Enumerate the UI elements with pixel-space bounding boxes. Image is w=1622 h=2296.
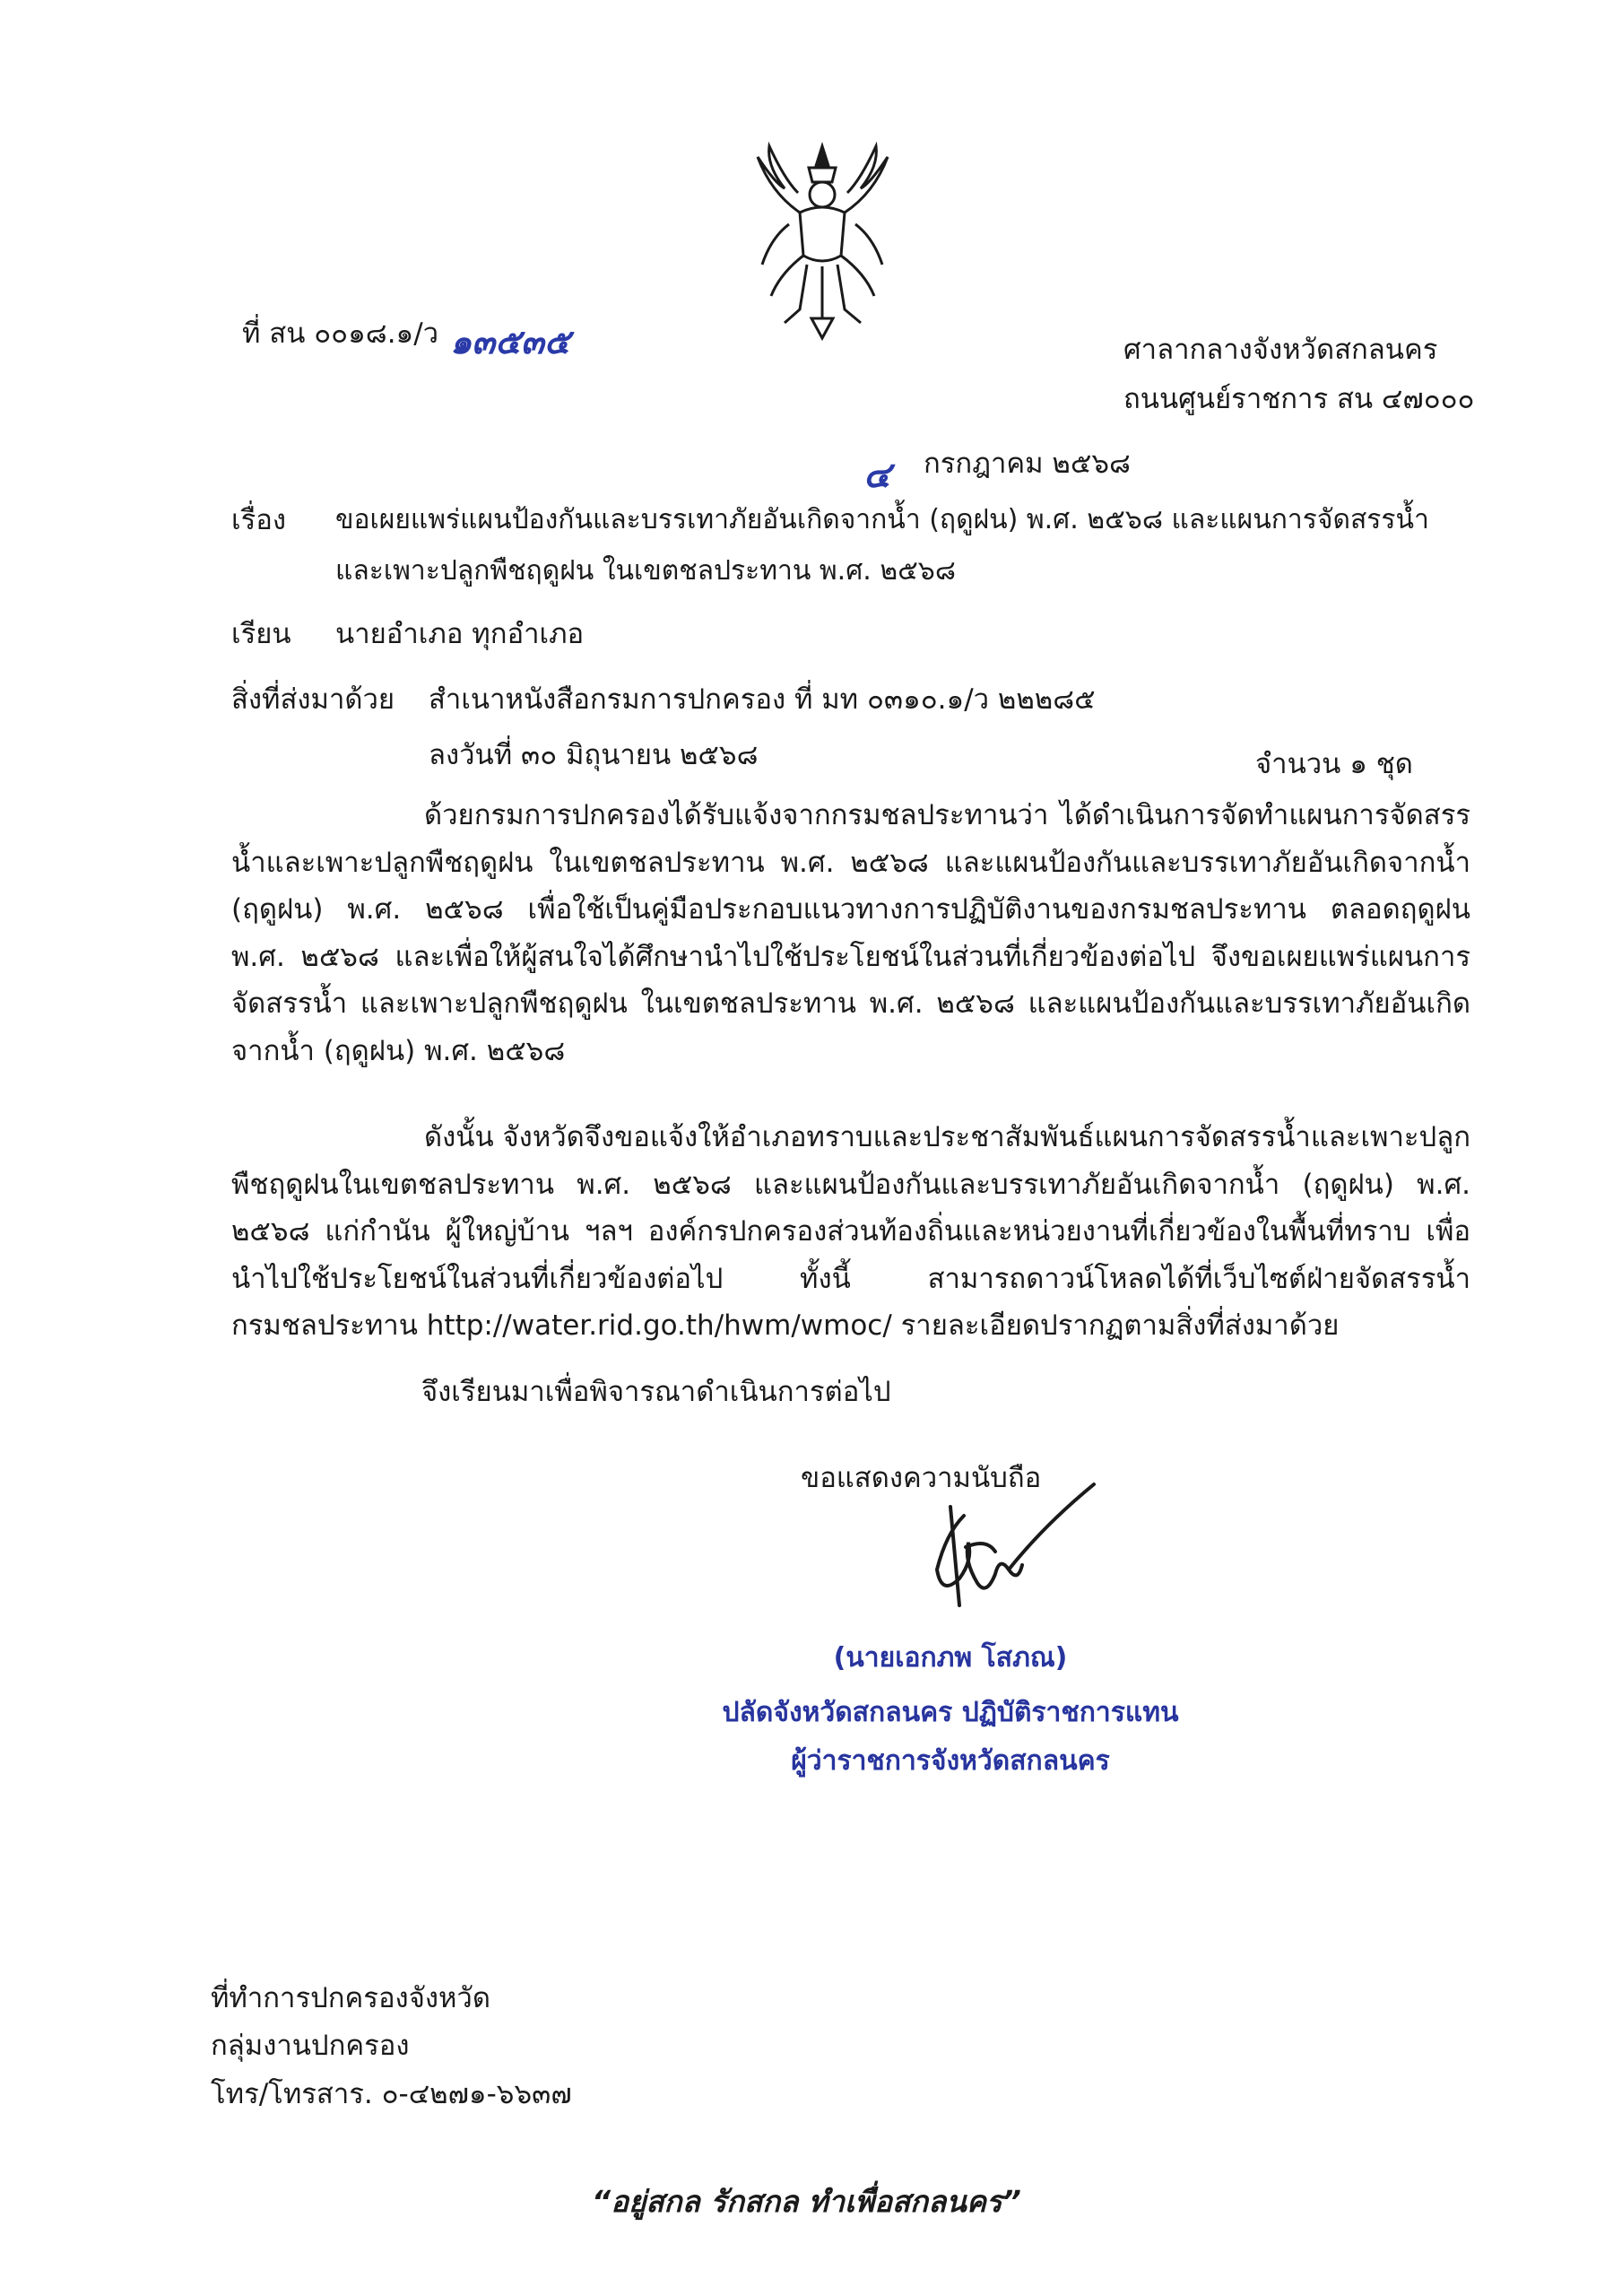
regards-text: ขอแสดงความนับถือ [801, 1462, 1042, 1494]
date-month-year: กรกฎาคม ๒๕๖๘ [924, 448, 1131, 480]
closing-text: จึงเรียนมาเพื่อพิจารณาดำเนินการต่อไป [421, 1376, 891, 1408]
paragraph-2-text: ดังนั้น จังหวัดจึงขอแจ้งให้อำเภอทราบและประชาสัมพันธ์แผนการจัดสรรน้ำและเพาะปลูกพืชฤดูฝนในเขตชลประทาน พ.ศ. ๒๕๖๘ และแผนป้องกันและบรรเทาภัยอันเกิดจากน้ำ (ฤดูฝน) พ.ศ. ๒๕๖๘ แก่กำนัน ผู้ใหญ่บ้าน ฯลฯ องค์กรปกครองส่วนท้องถิ่นและหน่วยงานที่เกี่ยวข้องในพื้นที่ทราบ เพื่อนำไปใช้ประโยชน์ในส่วนที่เกี่ยวข้องต่อไป ทั้งนี้ สามารถดาวน์โหลดได้ที่เว็บไซต์ฝ่ายจัดสรรน้ำ กรมชลประทาน http://water.rid.go.th/hwm/wmoc/ รายละเอียดปรากฏตามสิ่งที่ส่งมาด้วย [231, 1121, 1470, 1342]
to-label: เรียน [231, 618, 291, 650]
signer-name: (นายเอกภพ โสภณ) [833, 1642, 1068, 1674]
footer-office: ที่ทำการปกครองจังหวัด [211, 1982, 490, 2014]
date-day-handwritten: ๔ [863, 454, 891, 496]
enclosure-label: สิ่งที่ส่งมาด้วย [231, 683, 395, 716]
paragraph-1-text: ด้วยกรมการปกครองได้รับแจ้งจากกรมชลประทานว่า ได้ดำเนินการจัดทำแผนการจัดสรรน้ำและเพาะปลูกพืชฤดูฝน ในเขตชลประทาน พ.ศ. ๒๕๖๘ และแผนป้องกันและบรรเทาภัยอันเกิดจากน้ำ (ฤดูฝน) พ.ศ. ๒๕๖๘ เพื่อใช้เป็นคู่มือประกอบแนวทางการปฏิบัติงานของกรมชลประทาน ตลอดฤดูฝน พ.ศ. ๒๕๖๘ และเพื่อให้ผู้สนใจได้ศึกษานำไปใช้ประโยชน์ในส่วนที่เกี่ยวข้องต่อไป จึงขอเผยแพร่แผนการจัดสรรน้ำ และเพาะปลูกพืชฤดูฝน ในเขตชลประทาน พ.ศ. ๒๕๖๘ และแผนป้องกันและบรรเทาภัยอันเกิดจากน้ำ (ฤดูฝน) พ.ศ. ๒๕๖๘ [231, 799, 1470, 1067]
enclosure-line-2: ลงวันที่ ๓๐ มิถุนายน ๒๕๖๘ [429, 739, 759, 771]
body-paragraph-1 [231, 792, 1470, 1074]
signer-position-1: ปลัดจังหวัดสกลนคร ปฏิบัติราชการแทน [722, 1697, 1179, 1728]
footer-phone: โทร/โทรสาร. ๐-๔๒๗๑-๖๖๓๗ [211, 2078, 572, 2110]
enclosure-quantity: จำนวน ๑ ชุด [1255, 748, 1413, 780]
signer-position-2: ผู้ว่าราชการจังหวัดสกลนคร [791, 1745, 1110, 1777]
subject-label: เรื่อง [231, 504, 287, 536]
subject-line-1: ขอเผยแพร่แผนป้องกันและบรรเทาภัยอันเกิดจากน้ำ (ฤดูฝน) พ.ศ. ๒๕๖๘ และแผนการจัดสรรน้ำ [335, 504, 1429, 535]
office-address: ถนนศูนย์ราชการ สน ๔๗๐๐๐ [1123, 383, 1475, 415]
reference-number-handwritten: ๑๓๕๓๕ [450, 321, 570, 361]
handwritten-signature [910, 1471, 1098, 1614]
garuda-emblem-icon [744, 139, 901, 341]
subject-line-2: และเพาะปลูกพืชฤดูฝน ในเขตชลประทาน พ.ศ. ๒๕๖๘ [335, 555, 956, 587]
footer-group: กลุ่มงานปกครอง [211, 2030, 410, 2062]
enclosure-line-1: สำเนาหนังสือกรมการปกครอง ที่ มท ๐๓๑๐.๑/ว ๒๒๒๘๕ [429, 683, 1096, 716]
office-name: ศาลากลางจังหวัดสกลนคร [1123, 334, 1438, 366]
to-value: นายอำเภอ ทุกอำเภอ [335, 618, 585, 650]
body-paragraph-2 [231, 1114, 1470, 1350]
reference-prefix: ที่ สน ๐๐๑๘.๑/ว [242, 317, 439, 350]
provincial-motto: “อยู่สกล รักสกล ทำเพื่อสกลนคร” [592, 2184, 1021, 2219]
